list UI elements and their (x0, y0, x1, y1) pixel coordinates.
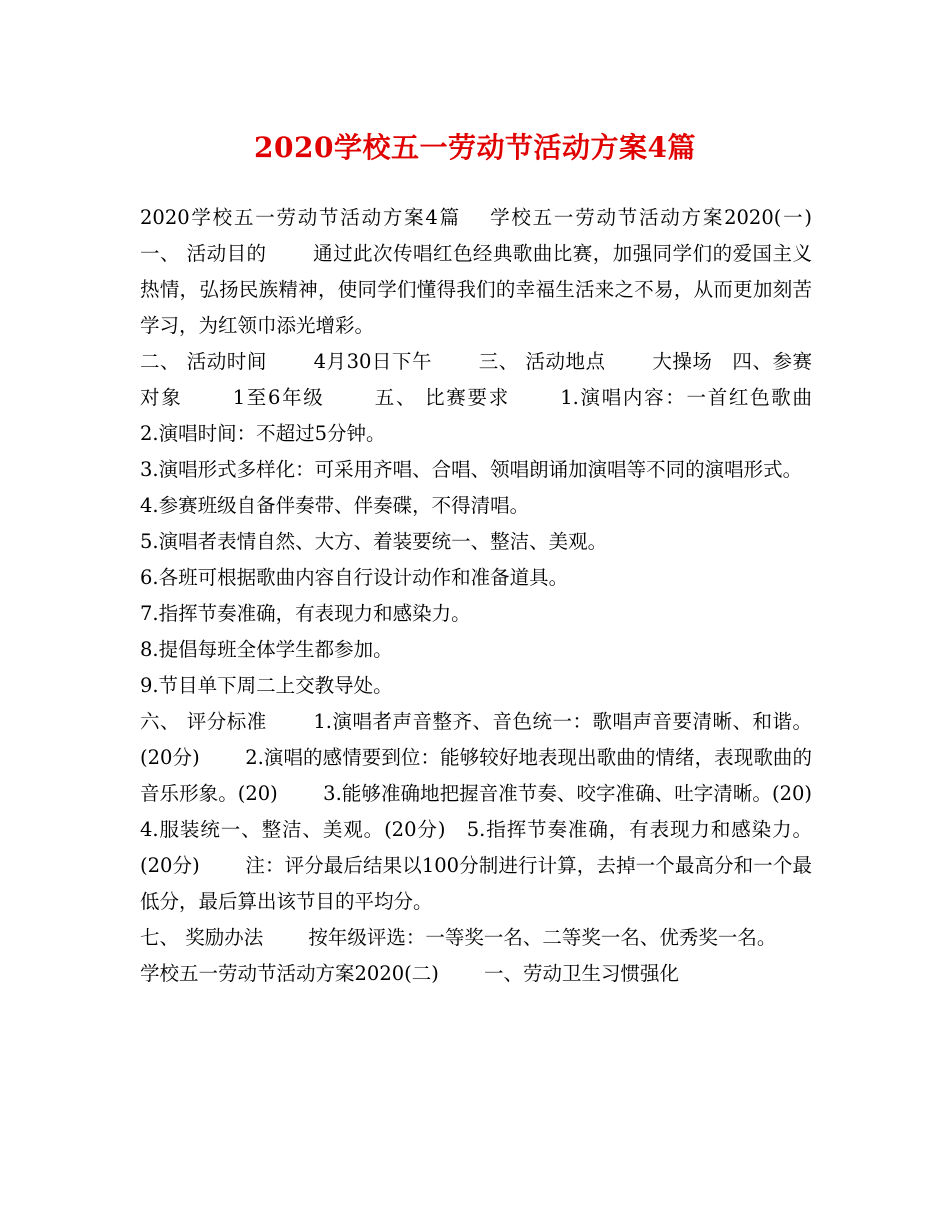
paragraph-item-6: 6.各班可根据歌曲内容自行设计动作和准备道具。 (140, 566, 569, 589)
paragraph-awards: 七、 奖励办法 按年级评选：一等奖一名、二等奖一名、优秀奖一名。 (140, 926, 777, 949)
document-title: 2020学校五一劳动节活动方案4篇 (254, 131, 696, 164)
paragraph-item-7: 7.指挥节奏准确，有表现力和感染力。 (140, 602, 471, 625)
document-body (140, 200, 858, 992)
paragraph-item-9: 9.节目单下周二上交教导处。 (140, 674, 393, 697)
paragraph-time-place-requirements: 二、 活动时间 4月30日下午 三、 活动地点 大操场 四、参赛对象 1至6年级 五、 比赛要求 1.演唱内容：一首红色歌曲 2.演唱时间：不超过5分钟。 (140, 350, 858, 445)
paragraph-item-3: 3.演唱形式多样化：可采用齐唱、合唱、领唱朗诵加演唱等不同的演唱形式。 (140, 458, 803, 481)
paragraph-item-5: 5.演唱者表情自然、大方、着装要统一、整洁、美观。 (140, 530, 608, 553)
paragraph-intro: 2020学校五一劳动节活动方案4篇 学校五一劳动节活动方案2020(一) 一、 活动目的 通过此次传唱红色经典歌曲比赛，加强同学们的爱国主义热情，弘扬民族精神，使同学们懂得我们的幸福生活来之不易，从而更加刻苦学习，为红领巾添光增彩。 (140, 206, 858, 337)
paragraph-item-8: 8.提倡每班全体学生都参加。 (140, 638, 393, 661)
paragraph-item-4: 4.参赛班级自备伴奏带、伴奏碟，不得清唱。 (140, 494, 530, 517)
paragraph-scoring-criteria: 六、 评分标准 1.演唱者声音整齐、音色统一：歌唱声音要清晰、和谐。(20分) 2.演唱的感情要到位：能够较好地表现出歌曲的情绪，表现歌曲的音乐形象。(20) 3.能够准确地把握音准节奏、咬字准确、吐字清晰。(20) 4.服装统一、整洁、美观。(20分) 5.指挥节奏准确，有表现力和感染力。(20分) 注：评分最后结果以100分制进行计算，去掉一个最高分和一个最低分，最后算出该节目的平均分。 (140, 710, 858, 913)
paragraph-plan-two: 学校五一劳动节活动方案2020(二) 一、劳动卫生习惯强化 (140, 962, 680, 985)
